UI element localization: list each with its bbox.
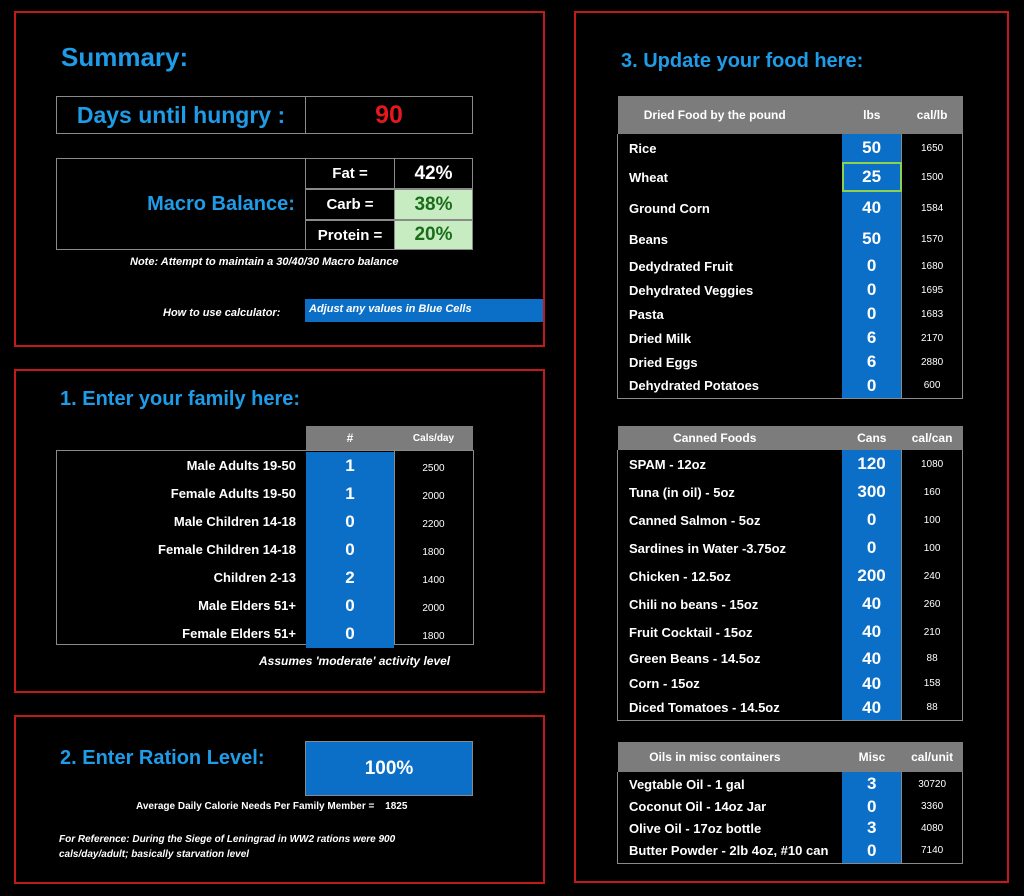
- food-cal-value: 1080: [902, 450, 963, 478]
- food-cal-value: 3360: [902, 796, 963, 817]
- food-cal-value: 7140: [902, 839, 963, 863]
- food-row: [618, 671, 963, 696]
- food-cal-value: 100: [902, 534, 963, 562]
- family-member-count-input[interactable]: 1: [306, 452, 394, 480]
- food-qty-input[interactable]: 0: [842, 506, 902, 534]
- canned-food-table: [617, 426, 963, 721]
- macro-carb-label-cell: [305, 189, 395, 220]
- food-row: [618, 134, 963, 162]
- food-row: [618, 278, 963, 302]
- food-item-name: Coconut Oil - 14oz Jar: [618, 796, 843, 817]
- canned-header-qty: Cans: [842, 426, 902, 450]
- avg-calorie-value: 1825: [385, 801, 408, 812]
- food-qty-input[interactable]: 50: [842, 134, 902, 162]
- dried-header-cal: cal/lb: [902, 96, 963, 134]
- food-item-name: Olive Oil - 17oz bottle: [618, 817, 843, 839]
- food-qty-input[interactable]: 0: [842, 254, 902, 278]
- food-qty-input[interactable]: 40: [842, 671, 902, 696]
- family-member-count-input[interactable]: 2: [306, 564, 394, 592]
- macro-fat-label-cell: [305, 158, 395, 189]
- food-cal-value: 88: [902, 646, 963, 671]
- food-row: [618, 590, 963, 618]
- ration-level-value: 100%: [364, 757, 414, 779]
- family-member-label: Male Adults 19-50: [186, 458, 296, 473]
- food-item-name: Chili no beans - 15oz: [618, 590, 842, 618]
- food-item-name: Corn - 15oz: [618, 671, 842, 696]
- food-row: [618, 254, 963, 278]
- avg-calorie-label: Average Daily Calorie Needs Per Family Member =: [136, 801, 375, 812]
- food-cal-value: 30720: [902, 772, 963, 796]
- canned-header-name: Canned Foods: [618, 426, 842, 450]
- family-member-cals: 1800: [422, 630, 445, 642]
- food-row: [618, 817, 963, 839]
- family-member-cals: 2000: [422, 490, 445, 502]
- protein-value: 20%: [414, 224, 453, 245]
- food-cal-value: 1570: [902, 224, 963, 254]
- food-qty-input[interactable]: 300: [842, 478, 902, 506]
- family-member-cals: 1800: [422, 546, 445, 558]
- food-cal-value: 260: [902, 590, 963, 618]
- canned-header-row: [618, 426, 963, 450]
- macro-fat-value-cell: [394, 158, 473, 189]
- food-cal-value: 4080: [902, 817, 963, 839]
- oils-header-name: Oils in misc containers: [618, 742, 843, 772]
- food-item-name: Fruit Cocktail - 15oz: [618, 618, 842, 646]
- food-item-name: Green Beans - 14.5oz: [618, 646, 842, 671]
- food-cal-value: 100: [902, 506, 963, 534]
- family-divider: [394, 450, 395, 645]
- food-qty-input[interactable]: 200: [842, 562, 902, 590]
- food-cal-value: 1584: [902, 192, 963, 224]
- food-qty-input[interactable]: 40: [842, 590, 902, 618]
- food-item-name: Diced Tomatoes - 14.5oz: [618, 696, 842, 720]
- food-item-name: Dried Eggs: [618, 350, 842, 374]
- family-member-count-input[interactable]: 0: [306, 592, 394, 620]
- food-item-name: Dedydrated Fruit: [618, 254, 842, 278]
- food-row: [618, 326, 963, 350]
- food-qty-input[interactable]: 0: [842, 374, 902, 398]
- food-item-name: Tuna (in oil) - 5oz: [618, 478, 842, 506]
- food-row: [618, 646, 963, 671]
- food-cal-value: 1650: [902, 134, 963, 162]
- food-row: [618, 506, 963, 534]
- food-item-name: Pasta: [618, 302, 842, 326]
- food-row: [618, 839, 963, 863]
- food-qty-input[interactable]: 40: [842, 618, 902, 646]
- food-item-name: Beans: [618, 224, 842, 254]
- family-member-count-input[interactable]: 1: [306, 480, 394, 508]
- food-qty-input[interactable]: 25: [842, 162, 902, 192]
- dried-header-qty: lbs: [842, 96, 902, 134]
- food-item-name: Rice: [618, 134, 842, 162]
- food-qty-input[interactable]: 0: [842, 302, 902, 326]
- canned-header-cal: cal/can: [902, 426, 963, 450]
- ration-reference-note: For Reference: During the Siege of Leningrad in WW2 rations were 900 cals/day/adult; basically starvation level: [59, 834, 396, 860]
- macro-label: Macro Balance:: [147, 192, 295, 215]
- food-qty-input[interactable]: 50: [842, 224, 902, 254]
- dried-header-row: [618, 96, 963, 134]
- protein-label: Protein =: [317, 226, 383, 244]
- food-qty-input[interactable]: 3: [842, 817, 901, 839]
- family-note: Assumes 'moderate' activity level: [259, 654, 451, 668]
- family-col-num-header: #: [306, 426, 394, 450]
- food-qty-input[interactable]: 0: [842, 839, 901, 863]
- family-member-count-input[interactable]: 0: [306, 508, 394, 536]
- food-item-name: Wheat: [618, 162, 842, 192]
- food-qty-input[interactable]: 3: [842, 772, 901, 796]
- food-row: [618, 162, 963, 192]
- food-row: [618, 450, 963, 478]
- food-qty-input[interactable]: 0: [842, 534, 902, 562]
- macro-note: Note: Attempt to maintain a 30/40/30 Macro balance: [130, 256, 399, 268]
- food-cal-value: 2880: [902, 350, 963, 374]
- avg-calorie-line: [136, 801, 407, 812]
- oils-header-cal: cal/unit: [902, 742, 963, 772]
- days-value-cell: [305, 96, 473, 134]
- food-cal-value: 210: [902, 618, 963, 646]
- fat-value: 42%: [414, 162, 453, 184]
- macro-protein-value-cell: [394, 220, 473, 250]
- food-item-name: Ground Corn: [618, 192, 842, 224]
- family-member-label: Male Elders 51+: [198, 598, 296, 613]
- food-item-name: Vegtable Oil - 1 gal: [618, 772, 843, 796]
- food-cal-value: 88: [902, 696, 963, 720]
- food-item-name: Chicken - 12.5oz: [618, 562, 842, 590]
- family-member-label: Female Children 14-18: [158, 542, 296, 557]
- food-cal-value: 1500: [902, 162, 963, 192]
- how-to-value-cell[interactable]: Adjust any values in Blue Cells: [305, 299, 543, 322]
- food-qty-input[interactable]: 120: [842, 450, 902, 478]
- family-member-count-input[interactable]: 0: [306, 536, 394, 564]
- food-cal-value: 2170: [902, 326, 963, 350]
- food-row: [618, 350, 963, 374]
- food-cal-value: 1683: [902, 302, 963, 326]
- food-qty-input[interactable]: 6: [842, 326, 902, 350]
- food-qty-input[interactable]: 40: [842, 696, 902, 720]
- family-member-count-input[interactable]: 0: [306, 620, 394, 648]
- food-cal-value: 158: [902, 671, 963, 696]
- family-member-cals: 2500: [422, 462, 445, 474]
- food-qty-input[interactable]: 40: [842, 192, 902, 224]
- food-cal-value: 240: [902, 562, 963, 590]
- food-cal-value: 1680: [902, 254, 963, 278]
- food-qty-input[interactable]: 40: [842, 646, 902, 671]
- food-item-name: Sardines in Water -3.75oz: [618, 534, 842, 562]
- food-cal-value: 160: [902, 478, 963, 506]
- carb-label: Carb =: [326, 196, 374, 213]
- how-to-label: How to use calculator:: [163, 307, 281, 319]
- food-item-name: Dried Milk: [618, 326, 842, 350]
- days-value: 90: [375, 100, 403, 129]
- macro-carb-value-cell: [394, 189, 473, 220]
- food-row: [618, 224, 963, 254]
- macro-label-cell: [56, 158, 306, 250]
- food-item-name: Dehydrated Potatoes: [618, 374, 842, 398]
- food-row: [618, 796, 963, 817]
- food-row: [618, 192, 963, 224]
- food-title: 3. Update your food here:: [621, 50, 864, 72]
- macro-protein-label-cell: [305, 220, 395, 250]
- carb-value: 38%: [414, 193, 453, 215]
- food-row: [618, 562, 963, 590]
- family-member-label: Female Adults 19-50: [170, 486, 296, 501]
- days-label-cell: [56, 96, 306, 134]
- food-row: [618, 478, 963, 506]
- food-item-name: Canned Salmon - 5oz: [618, 506, 842, 534]
- food-cal-value: 1695: [902, 278, 963, 302]
- fat-label: Fat =: [332, 165, 368, 182]
- food-cal-value: 600: [902, 374, 963, 398]
- oils-header-row: [618, 742, 963, 772]
- food-row: [618, 534, 963, 562]
- food-item-name: Butter Powder - 2lb 4oz, #10 can: [618, 839, 843, 863]
- dried-header-name: Dried Food by the pound: [618, 96, 842, 134]
- food-row: [618, 696, 963, 720]
- ration-level-input[interactable]: [305, 741, 473, 796]
- family-member-cals: 2200: [422, 518, 445, 530]
- food-qty-input[interactable]: 0: [842, 278, 902, 302]
- food-item-name: Dehydrated Veggies: [618, 278, 842, 302]
- oils-header-qty: Misc: [842, 742, 901, 772]
- days-label: Days until hungry :: [76, 101, 286, 128]
- food-qty-input[interactable]: 0: [842, 796, 901, 817]
- ration-title: 2. Enter Ration Level:: [60, 747, 265, 769]
- family-title: 1. Enter your family here:: [60, 388, 301, 410]
- family-member-label: Male Children 14-18: [173, 514, 296, 529]
- food-row: [618, 618, 963, 646]
- food-row: [618, 772, 963, 796]
- family-member-cals: 2000: [422, 602, 445, 614]
- oils-table: [617, 742, 963, 864]
- food-row: [618, 374, 963, 398]
- summary-title: Summary:: [61, 42, 189, 72]
- family-member-label: Female Elders 51+: [182, 626, 296, 641]
- family-member-label: Children 2-13: [213, 570, 296, 585]
- food-qty-input[interactable]: 6: [842, 350, 902, 374]
- family-col-cals-header: Cals/day: [394, 426, 473, 450]
- family-member-cals: 1400: [422, 574, 445, 586]
- food-item-name: SPAM - 12oz: [618, 450, 842, 478]
- dried-food-table: [617, 96, 963, 399]
- food-row: [618, 302, 963, 326]
